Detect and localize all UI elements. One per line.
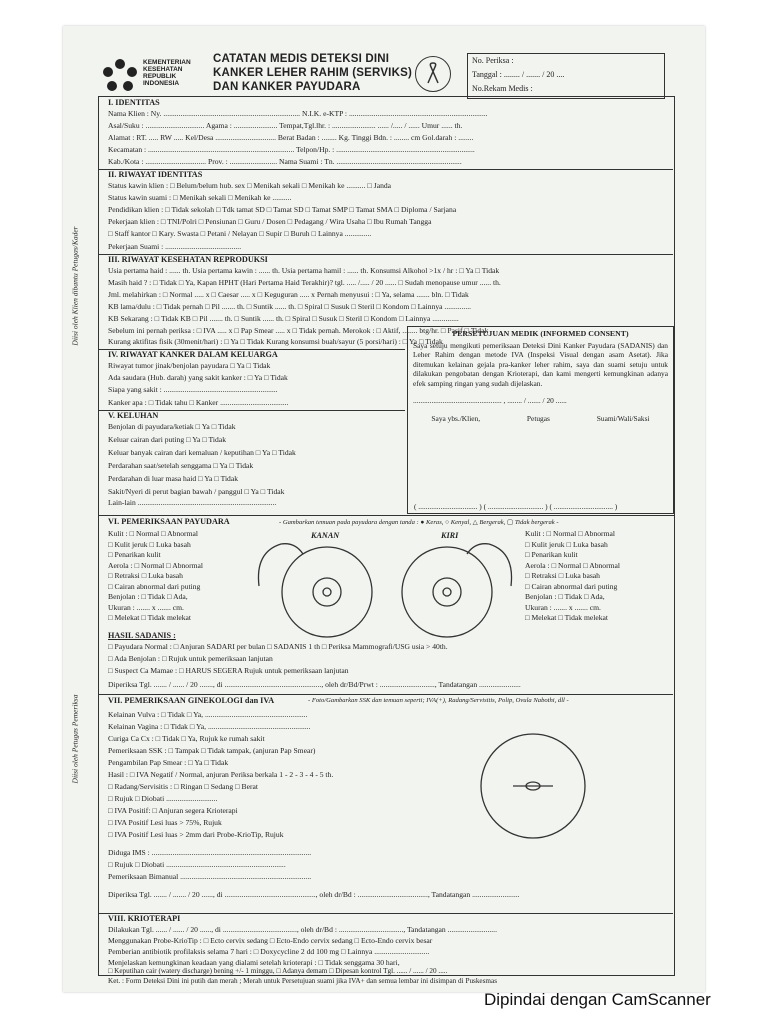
cervix-diagram[interactable] [463, 731, 603, 841]
finding-line[interactable]: Benjolan : □ Tidak □ Ada, [108, 592, 188, 601]
consent-title: PERSETUJUAN MEDIK (INFORMED CONSENT) [452, 329, 629, 338]
left-areola-outline [433, 578, 461, 606]
finding-line[interactable]: Benjolan : □ Tidak □ Ada, [525, 592, 605, 601]
hasil-line[interactable]: □ Suspect Ca Mamae : □ HARUS SEGERA Rujuk untuk pemeriksaan lanjutan [108, 666, 349, 675]
gineko-line[interactable]: Kelainan Vagina : □ Tidak □ Ya, ...................................................... [108, 722, 311, 731]
gineko-line[interactable]: Pemeriksaan SSK : □ Tampak □ Tidak tampak, (anjuran Pap Smear) [108, 746, 316, 755]
title-line: CATATAN MEDIS DETEKSI DINI [213, 53, 390, 65]
left-breast-outline [402, 547, 492, 637]
finding-line[interactable]: □ Melekat □ Tidak melekat [108, 613, 191, 622]
section-reproduksi-title: III. RIWAYAT KESEHATAN REPRODUKSI [108, 255, 268, 264]
finding-line[interactable]: □ Penarikan kulit [108, 550, 161, 559]
hasil-line[interactable]: □ Ada Benjolan : □ Rujuk untuk pemeriksaan lanjutan [108, 654, 273, 663]
side-label-text: Diisi oleh Petugas Pemeriksa [70, 694, 80, 783]
signer-saksi: Suami/Wali/Saksi [596, 413, 650, 423]
ministry-line: KEMENTERIAN [143, 59, 191, 66]
gineko-line[interactable]: □ IVA Positif: □ Anjuran segera Krioterapi [108, 806, 238, 815]
side-label-top [65, 206, 85, 366]
section-identitas-title: I. IDENTITAS [108, 98, 160, 107]
kanan-label: KANAN [311, 531, 340, 540]
section-krioterapi-title: VIII. KRIOTERAPI [108, 914, 181, 923]
identitas-line[interactable]: Kab./Kota : ................................ Prov. : ......................... Nama Suami : Tn. .................................................................. [108, 157, 462, 166]
kanker-keluarga-line[interactable]: Siapa yang sakit : ............................................................ [108, 385, 278, 394]
riwayat-identitas-line[interactable]: Status kawin klien : □ Belum/belum hub. sex □ Menikah sekali □ Menikah ke .......... □ Janda [108, 181, 392, 190]
krioterapi-line[interactable]: Pemberian antibiotik profilaksis selama 7 hari : □ Doxycycline 2 dd 100 mg □ Lainnya ............................. [108, 947, 430, 956]
right-areola-outline [313, 578, 341, 606]
side-label-bottom [65, 666, 85, 811]
ministry-line: KESEHATAN [143, 66, 183, 73]
payudara-right-findings [525, 529, 620, 624]
section-ginekologi-title: VII. PEMERIKSAAN GINEKOLOGI dan IVA [108, 696, 275, 705]
section-kanker-keluarga-title: IV. RIWAYAT KANKER DALAM KELUARGA [108, 350, 278, 359]
awareness-ribbon-icon [415, 56, 451, 92]
signer-klien: Saya ybs./Klien, [431, 413, 481, 423]
riwayat-identitas-line[interactable]: Pendidikan klien : □ Tidak sekolah □ Tdk tamat SD □ Tamat SD □ Tamat SMP □ Tamat SMA □ Diploma / Sarjana [108, 205, 457, 214]
ministry-logo-icon [100, 56, 140, 96]
camscanner-watermark: Dipindai dengan CamScanner [484, 990, 711, 1009]
finding-line[interactable]: □ Cairan abnormal dari puting [108, 581, 201, 591]
section-riwayat-identitas-title: II. RIWAYAT IDENTITAS [108, 170, 203, 179]
keluhan-line[interactable]: Sakit/Nyeri di perut bagian bawah / panggul □ Ya □ Tidak [108, 487, 285, 496]
finding-line[interactable]: Aerola : □ Normal □ Abnormal [525, 560, 621, 570]
finding-line[interactable]: Ukuran : ....... x ....... cm. [108, 602, 184, 612]
reproduksi-line[interactable]: Masih haid ? : □ Tidak □ Ya, Kapan HPHT (Hari Pertama Haid Terakhir)? tgl. ..... /..... / 20 ...... □ Sudah menopause umur ...... th. [108, 278, 501, 287]
identitas-line[interactable]: Kecamatan : ............................................................................. Telpon/Hp. : ......................................................................... [108, 145, 475, 154]
gineko-line[interactable]: Diperiksa Tgl. ....... / ....... / 20 ......, di ................................................, oleh dr/Bd : ....................................., Tandatangan ......................... [108, 890, 520, 899]
gineko-line[interactable]: Kelainan Vulva : □ Tidak □ Ya, ...................................................... [108, 710, 308, 719]
finding-line[interactable]: Kulit : □ Normal □ Abnormal [525, 529, 615, 538]
divider [99, 913, 673, 914]
left-nipple-outline [443, 588, 451, 596]
divider [99, 694, 673, 695]
payudara-diperiksa-line[interactable]: Diperiksa Tgl. ....... / ...... / 20 ......., di ..................................................., oleh dr/Bd/Prwt : ............................., Tandatangan ...................... [108, 680, 521, 689]
signer-petugas: Petugas [526, 413, 550, 423]
consent-date-line[interactable]: ................................................ , ........ / ....... / 20 ...... [413, 396, 567, 405]
ministry-name [143, 59, 191, 87]
finding-line[interactable]: □ Penarikan kulit [525, 550, 578, 559]
left-axilla-outline [467, 544, 512, 586]
tanggal-field[interactable]: Tanggal : ........ / ....... / 20 .... [472, 70, 565, 79]
reproduksi-line[interactable]: KB Sekarang : □ Tidak KB □ Pil ....... th. □ Suntik ...... th. □ Spiral □ Susuk □ Steril □ Kondom □ Lainnya .............. [108, 314, 459, 323]
consent-signature-line[interactable]: ( ................................ ) ( .............................. ) ( ................................ ) [414, 501, 618, 511]
gineko-line[interactable]: □ Rujuk □ Diobati ........................... [108, 794, 218, 803]
gineko-line[interactable]: Diduga IMS : .................................................................................... [108, 848, 312, 857]
finding-line[interactable]: Kulit : □ Normal □ Abnormal [108, 529, 198, 538]
ginekologi-subtitle: - Foto/Gambarkan SSK dan temuan seperti; IVA(+), Radang/Servisitis, Polip, Ovula Nabothi, dll - [308, 697, 569, 704]
informed-consent-box [407, 326, 674, 514]
identitas-line[interactable]: Nama Klien : Ny. ........................................................................ N.I.K. e-KTP : ......................................................................... [108, 109, 488, 118]
ginekologi-lines [108, 709, 520, 901]
ministry-line: INDONESIA [143, 80, 180, 87]
side-label-text: Diisi oleh Klien dibantu Petugas/Kader [70, 226, 80, 346]
gineko-line[interactable]: □ IVA Positif Lesi luas > 75%, Rujuk [108, 818, 222, 827]
section-keluhan-title: V. KELUHAN [108, 411, 159, 420]
form-sheet [63, 26, 705, 992]
riwayat-identitas-line[interactable]: Status kawin suami : □ Menikah sekali □ Menikah ke .......... [108, 193, 292, 202]
kanker-keluarga-line[interactable]: Riwayat tumor jinak/benjolan payudara □ Ya □ Tidak [108, 361, 271, 370]
keluhan-line[interactable]: Lain-lain ......................................................................... [108, 498, 277, 507]
title-line: KANKER LEHER RAHIM (SERVIKS) [213, 67, 412, 79]
record-meta-box [467, 53, 665, 99]
riwayat-identitas-line[interactable]: Pekerjaan Suami : ........................................ [108, 242, 242, 251]
hasil-line[interactable]: □ Payudara Normal : □ Anjuran SADARI per bulan □ SADANIS 1 th □ Periksa Mammografi/USG usia > 40th. [108, 642, 448, 651]
hasil-sadanis-title: HASIL SADANIS : [108, 631, 176, 640]
krioterapi-line[interactable]: Dilakukan Tgl. ...... / ...... / 20 ......, di ......................................., oleh dr/Bd : .................................., Tandatangan .......................... [108, 925, 497, 934]
title-line: DAN KANKER PAYUDARA [213, 81, 361, 93]
form-footnote: Ket. : Form Deteksi Dini ini putih dan merah ; Merah untuk Persetujuan suami jika IVA+ dan semua lembar ini disimpan di Puskesmas [108, 977, 497, 985]
section-payudara-title: VI. PEMERIKSAAN PAYUDARA [108, 517, 230, 526]
payudara-left-findings [108, 529, 203, 624]
reproduksi-line[interactable]: Kurang aktifitas fisik (30menit/hari) : □ Ya □ Tidak Kurang konsumsi buah/sayur (5 porsi/hari) : □ Ya □ Tidak [108, 337, 443, 346]
gineko-line[interactable]: Pengambilan Pap Smear : □ Ya □ Tidak [108, 758, 229, 767]
finding-line[interactable]: □ Retraksi □ Luka basah [108, 571, 183, 580]
consent-signers [408, 406, 673, 424]
gineko-line[interactable]: □ IVA Positif Lesi luas > 2mm dari Probe-KrioTip, Rujuk [108, 830, 284, 839]
krioterapi-line[interactable]: □ Keputihan cair (watery discharge) bening +/- 1 minggu, □ Adanya demam □ Dipesan kontrol Tgl. ...... / ...... / 20 ..... [108, 967, 448, 975]
finding-line[interactable]: □ Cairan abnormal dari puting [525, 581, 618, 591]
gineko-line[interactable]: Curiga Ca Cx : □ Tidak □ Ya, Rujuk ke rumah sakit [108, 734, 265, 743]
finding-line[interactable]: □ Kulit jeruk □ Luka basah [525, 539, 608, 549]
breast-diagram[interactable] [251, 534, 519, 642]
payudara-legend: - Gambarkan temuan pada payudara dengan tanda : ● Keras, ○ Kenyal, △ Bergerak, ▢ Tidak bergerak - [279, 519, 559, 526]
krioterapi-line[interactable]: Menggunakan Probe-KrioTip : □ Ecto cervix sedang □ Ecto-Endo cervix sedang □ Ecto-Endo cervix besar [108, 936, 433, 945]
kanker-keluarga-line[interactable]: Kanker apa : □ Tidak tahu □ Kanker .................................... [108, 398, 289, 407]
no-rekam-medis-field[interactable]: No.Rekam Medis : [472, 84, 533, 93]
no-periksa-field[interactable]: No. Periksa : [472, 56, 514, 65]
consent-text: Saya setuju mengikuti pemeriksaan Deteksi Dini Kanker Payudara (SADANIS) dan Leher Rahim dengan metode IVA (Inspeksi Visual dengan asam Asetat). Jika ditemukan kelainan gejala pra-kanker leher rahim, saya dan suami setuju untuk dilakukan pengobatan dengan Krioterapi, dan kami mengerti kemungkinan adanya efek samping ringan yang sudah dijelaskan. [413, 340, 668, 388]
identitas-line[interactable]: Alamat : RT. ..... RW ..... Kel/Desa ................................ Berat Badan : ........ Kg. Tinggi Bdn. : ........ cm Gol.darah : ........ [108, 133, 474, 142]
krioterapi-line[interactable]: Menjelaskan kemungkinan keadaan yang dialami setelah krioterapi : □ Tidak senggama 30 hari, [108, 958, 400, 967]
right-breast-outline [282, 547, 372, 637]
finding-line[interactable]: □ Melekat □ Tidak melekat [525, 613, 608, 622]
identitas-line[interactable]: Asal/Suku : ............................... Agama : ....................... Tempat,Tgl.lhr. : ....................... ...... /..... / ...... Umur ...... th. [108, 121, 463, 130]
keluhan-line[interactable]: Perdarahan saat/setelah senggama □ Ya □ Tidak [108, 461, 254, 470]
finding-line[interactable]: Ukuran : ....... x ....... cm. [525, 602, 601, 612]
ministry-line: REPUBLIK [143, 73, 177, 80]
right-nipple-outline [323, 588, 331, 596]
reproduksi-line[interactable]: Usia pertama haid : ...... th. Usia pertama kawin : ...... th. Usia pertama hamil : ...... th. Konsumsi Alkohol >1x / hr : □ Ya □ Tidak [108, 266, 500, 275]
finding-line[interactable]: □ Kulit jeruk □ Luka basah [108, 539, 191, 549]
keluhan-line[interactable]: Perdarahan di luar masa haid □ Ya □ Tidak [108, 474, 239, 483]
gineko-line[interactable]: Pemeriksaan Bimanual ..................................................................... [108, 872, 312, 881]
reproduksi-line[interactable]: Sebelum ini pernah periksa : □ IVA ..... x □ Pap Smear ..... x □ Tidak pernah. Merokok : □ Aktif, ........ btg/hr. □ Pasif □ Tidak [108, 326, 489, 335]
gineko-line[interactable]: Hasil : □ IVA Negatif / Normal, anjuran Periksa berkala 1 - 2 - 3 - 4 - 5 th. [108, 770, 334, 779]
reproduksi-line[interactable]: KB lama/dulu : □ Tidak pernah □ Pil ....... th. □ Suntik ...... th. □ Spiral □ Susuk □ Steril □ Kondom □ Lainnya .............. [108, 302, 472, 311]
keluhan-line[interactable]: Keluar cairan dari puting □ Ya □ Tidak [108, 435, 227, 444]
right-axilla-outline [258, 544, 303, 586]
kiri-label: KIRI [441, 531, 459, 540]
finding-line[interactable]: □ Retraksi □ Luka basah [525, 571, 600, 580]
keluhan-line[interactable]: Benjolan di payudara/ketiak □ Ya □ Tidak [108, 422, 236, 431]
form-title [213, 52, 412, 94]
finding-line[interactable]: Aerola : □ Normal □ Abnormal [108, 560, 204, 570]
riwayat-identitas-line[interactable]: □ Staff kantor □ Kary. Swasta □ Petani / Nelayan □ Supir □ Buruh □ Lainnya .............. [108, 229, 372, 238]
keluhan-line[interactable]: Keluar banyak cairan dari kemaluan / keputihan □ Ya □ Tidak [108, 448, 296, 457]
riwayat-identitas-line[interactable]: Pekerjaan klien : □ TNI/Polri □ Pensiunan □ Guru / Dosen □ Pedagang / Wira Usaha □ Ibu Rumah Tangga [108, 217, 432, 226]
gineko-line[interactable]: □ Radang/Servisitis : □ Ringan □ Sedang □ Berat [108, 782, 258, 791]
reproduksi-line[interactable]: Jml. melahirkan : □ Normal ..... x □ Caesar ..... x □ Keguguran ..... x Pernah menyusui : □ Ya, selama ....... bln. □ Tidak [108, 290, 469, 299]
kanker-keluarga-line[interactable]: Ada saudara (Hub. darah) yang sakit kanker : □ Ya □ Tidak [108, 373, 288, 382]
gineko-line[interactable]: □ Rujuk □ Diobati ............................................................... [108, 860, 286, 869]
